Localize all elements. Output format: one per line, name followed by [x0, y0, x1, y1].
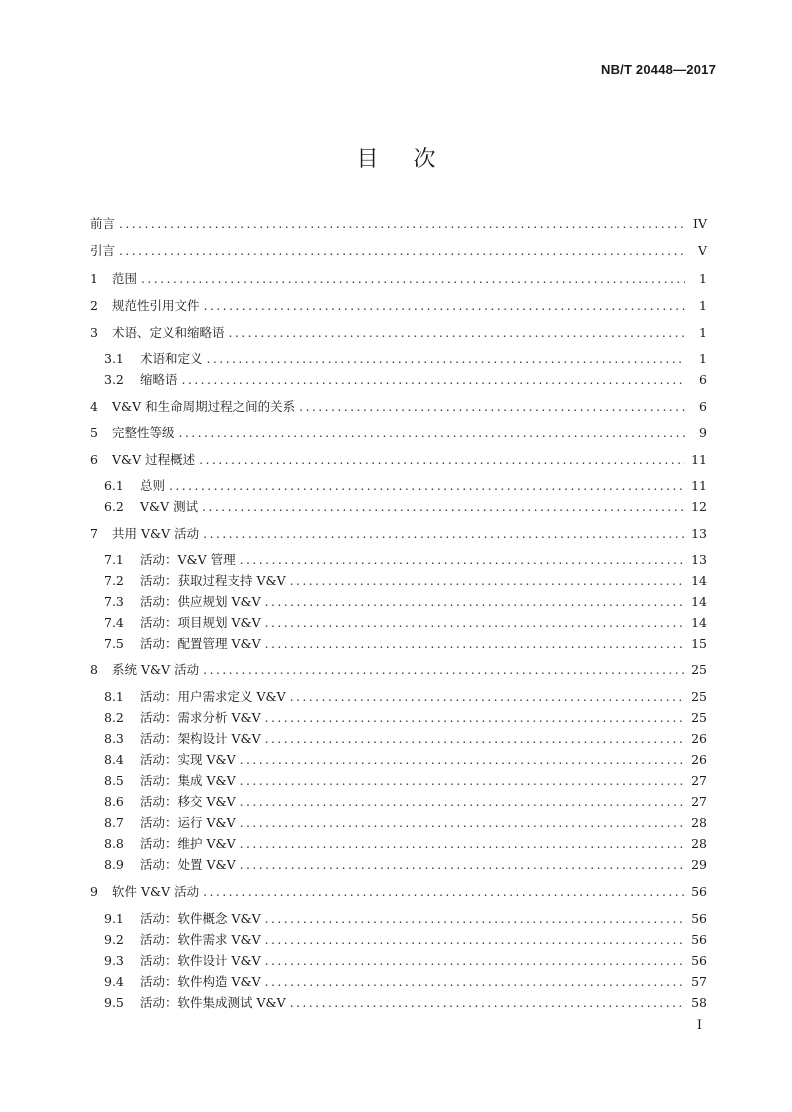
toc-entry-number: 8.7: [104, 815, 124, 830]
toc-entry[interactable]: [90, 241, 707, 259]
toc-entry-page: 14: [691, 573, 707, 588]
toc-entry-title: 活动：架构设计 V&V: [140, 731, 261, 746]
toc-entry-page: 27: [691, 794, 707, 809]
toc-entry-number: 2: [90, 298, 98, 313]
toc-entry-title: V&V 测试: [140, 499, 199, 514]
dot-leader: [203, 884, 685, 899]
toc-entry[interactable]: [90, 296, 707, 314]
toc-entry-number: 7.1: [104, 552, 124, 567]
toc-entry-number: 5: [90, 425, 98, 440]
toc-entry-title: 活动：运行 V&V: [140, 815, 236, 830]
toc-entry-page: 29: [691, 857, 707, 872]
toc-entry[interactable]: [90, 524, 707, 542]
toc-entry-title: V&V 和生命周期过程之间的关系: [112, 399, 296, 414]
toc-entry-page: 25: [691, 689, 707, 704]
toc-entry-page: V: [697, 243, 707, 258]
dot-leader: [299, 399, 685, 414]
toc-entry-number: 3.2: [104, 372, 124, 387]
toc-entry-title: 共用 V&V 活动: [112, 526, 200, 541]
toc-entry-number: 9.5: [104, 995, 124, 1010]
toc-entry-title: 范围: [112, 271, 138, 286]
dot-leader: [182, 372, 685, 387]
dot-leader: [240, 773, 685, 788]
dot-leader: [290, 689, 685, 704]
toc-entry[interactable]: [104, 855, 707, 873]
toc-entry-title: 活动：维护 V&V: [140, 836, 236, 851]
toc-entry[interactable]: [104, 951, 707, 969]
toc-entry-number: 6.1: [104, 478, 124, 493]
toc-entry-title: 活动：用户需求定义 V&V: [140, 689, 286, 704]
toc-entry[interactable]: [104, 993, 707, 1011]
dot-leader: [265, 911, 685, 926]
dot-leader: [265, 615, 685, 630]
toc-entry-page: 11: [691, 478, 707, 493]
toc-entry-page: 25: [691, 710, 707, 725]
toc-entry-page: 11: [691, 452, 707, 467]
toc-entry-page: 28: [691, 815, 707, 830]
toc-entry[interactable]: [104, 834, 707, 852]
toc-entry-title: 活动：实现 V&V: [140, 752, 236, 767]
toc-entry-number: 6.2: [104, 499, 124, 514]
toc-entry-title: 活动：处置 V&V: [140, 857, 236, 872]
toc-entry-page: 1: [699, 298, 707, 313]
page-title: 目 次: [356, 147, 450, 172]
page-number: I: [696, 1018, 702, 1033]
toc-entry-title: 规范性引用文件: [112, 298, 200, 313]
toc-entry[interactable]: [90, 397, 707, 415]
toc-entry-page: 13: [691, 526, 707, 541]
toc-entry[interactable]: [104, 613, 707, 631]
toc-entry[interactable]: [104, 972, 707, 990]
toc-entry-title: 活动：软件集成测试 V&V: [140, 995, 286, 1010]
toc-entry-number: 8.2: [104, 710, 124, 725]
toc-entry-page: 1: [699, 351, 707, 366]
toc-entry-title: 活动：软件需求 V&V: [140, 932, 261, 947]
toc-entry-number: 1: [90, 271, 98, 286]
toc-entry-title: 活动：项目规划 V&V: [140, 615, 261, 630]
toc-entry-title: 术语、定义和缩略语: [112, 325, 225, 340]
toc-entry-number: 9: [90, 884, 98, 899]
toc-entry-page: 25: [691, 662, 707, 677]
toc-entry-number: 3.1: [104, 351, 124, 366]
toc-entry-title: 活动：配置管理 V&V: [140, 636, 261, 651]
toc-entry[interactable]: [90, 323, 707, 341]
dot-leader: [240, 794, 685, 809]
toc-entry-page: 14: [691, 615, 707, 630]
toc-entry-number: 7.5: [104, 636, 124, 651]
toc-entry[interactable]: [104, 687, 707, 705]
toc-entry-number: 8.8: [104, 836, 124, 851]
toc-entry-number: 7.2: [104, 573, 124, 588]
toc-entry[interactable]: [104, 634, 707, 652]
toc-entry-page: 6: [699, 372, 707, 387]
toc-entry-page: 56: [691, 932, 707, 947]
toc-entry-page: 12: [691, 499, 707, 514]
dot-leader: [265, 974, 685, 989]
dot-leader: [119, 216, 685, 231]
dot-leader: [119, 243, 685, 258]
dot-leader: [265, 953, 685, 968]
toc-entry-title: 引言: [90, 243, 116, 258]
dot-leader: [290, 995, 685, 1010]
toc-entry-title: 活动：软件构造 V&V: [140, 974, 261, 989]
toc-entry-number: 7.4: [104, 615, 124, 630]
toc-entry-number: 8.4: [104, 752, 124, 767]
toc-entry-number: 7.3: [104, 594, 124, 609]
standard-code: NB/T 20448—2017: [600, 62, 716, 77]
toc-entry-page: 56: [691, 953, 707, 968]
dot-leader: [240, 752, 685, 767]
toc-entry-title: 活动：软件概念 V&V: [140, 911, 261, 926]
dot-leader: [169, 478, 685, 493]
toc-entry-title: 活动：V&V 管理: [140, 552, 236, 567]
toc-entry-page: 26: [691, 752, 707, 767]
toc-entry-page: 1: [699, 271, 707, 286]
toc-entry-page: 56: [691, 911, 707, 926]
toc-entry-page: 9: [699, 425, 707, 440]
toc-entry-page: 13: [691, 552, 707, 567]
toc-entry-number: 8: [90, 662, 98, 677]
toc-entry[interactable]: [104, 370, 707, 388]
toc-entry-page: 27: [691, 773, 707, 788]
toc-entry-title: 系统 V&V 活动: [112, 662, 200, 677]
toc-entry-number: 8.6: [104, 794, 124, 809]
toc-entry[interactable]: [104, 909, 707, 927]
dot-leader: [265, 636, 685, 651]
toc-entry-title: 前言: [90, 216, 116, 231]
toc-entry[interactable]: [90, 450, 707, 468]
toc-entry-number: 8.9: [104, 857, 124, 872]
toc-entry-page: 14: [691, 594, 707, 609]
toc-entry-title: 活动：需求分析 V&V: [140, 710, 261, 725]
toc-entry[interactable]: [104, 497, 707, 515]
toc-entry-number: 9.3: [104, 953, 124, 968]
dot-leader: [202, 499, 685, 514]
toc-entry-title: 总则: [140, 478, 166, 493]
toc-entry-page: 57: [691, 974, 707, 989]
dot-leader: [179, 425, 685, 440]
toc-entry-number: 8.5: [104, 773, 124, 788]
toc-entry[interactable]: [104, 771, 707, 789]
toc-entry[interactable]: [104, 750, 707, 768]
dot-leader: [240, 815, 685, 830]
toc-entry-title: 活动：供应规划 V&V: [140, 594, 261, 609]
toc-entry-number: 9.1: [104, 911, 124, 926]
toc-entry-title: 活动：获取过程支持 V&V: [140, 573, 286, 588]
toc-entry[interactable]: [104, 550, 707, 568]
toc-entry-page: IV: [693, 216, 707, 231]
dot-leader: [265, 731, 685, 746]
toc-entry-number: 9.2: [104, 932, 124, 947]
toc-entry-number: 6: [90, 452, 98, 467]
toc-entry-title: V&V 过程概述: [112, 452, 196, 467]
toc-entry-number: 4: [90, 399, 98, 414]
toc-entry[interactable]: [104, 792, 707, 810]
dot-leader: [141, 271, 685, 286]
toc-entry-title: 术语和定义: [140, 351, 203, 366]
toc-entry[interactable]: [104, 729, 707, 747]
toc-entry[interactable]: [104, 476, 707, 494]
toc-entry-title: 活动：软件设计 V&V: [140, 953, 261, 968]
dot-leader: [265, 932, 685, 947]
toc-entry[interactable]: [104, 708, 707, 726]
toc-entry-page: 6: [699, 399, 707, 414]
dot-leader: [290, 573, 685, 588]
dot-leader: [229, 325, 685, 340]
toc-entry-number: 3: [90, 325, 98, 340]
dot-leader: [207, 351, 685, 366]
dot-leader: [265, 710, 685, 725]
toc-entry[interactable]: [104, 592, 707, 610]
dot-leader: [204, 298, 685, 313]
toc-entry-page: 26: [691, 731, 707, 746]
toc-entry[interactable]: [90, 214, 707, 232]
toc-entry-number: 7: [90, 526, 98, 541]
dot-leader: [240, 552, 685, 567]
toc-entry-title: 缩略语: [140, 372, 178, 387]
toc-entry-page: 58: [691, 995, 707, 1010]
toc-entry[interactable]: [90, 423, 707, 441]
toc-entry[interactable]: [90, 269, 707, 287]
dot-leader: [203, 526, 685, 541]
dot-leader: [240, 836, 685, 851]
toc-entry-number: 8.1: [104, 689, 124, 704]
dot-leader: [199, 452, 685, 467]
toc-entry[interactable]: [90, 660, 707, 678]
toc-entry-page: 56: [691, 884, 707, 899]
toc-entry-page: 28: [691, 836, 707, 851]
toc-entry[interactable]: [104, 349, 707, 367]
toc-entry[interactable]: [90, 882, 707, 900]
toc-entry-page: 1: [699, 325, 707, 340]
toc-entry[interactable]: [104, 571, 707, 589]
toc-entry[interactable]: [104, 930, 707, 948]
dot-leader: [265, 594, 685, 609]
toc-entry-number: 8.3: [104, 731, 124, 746]
dot-leader: [203, 662, 685, 677]
toc-entry-title: 活动：集成 V&V: [140, 773, 236, 788]
toc-entry-title: 活动：移交 V&V: [140, 794, 236, 809]
toc-entry-title: 完整性等级: [112, 425, 175, 440]
toc-entry-page: 15: [691, 636, 707, 651]
toc-entry[interactable]: [104, 813, 707, 831]
dot-leader: [240, 857, 685, 872]
toc-entry-title: 软件 V&V 活动: [112, 884, 200, 899]
toc-entry-number: 9.4: [104, 974, 124, 989]
